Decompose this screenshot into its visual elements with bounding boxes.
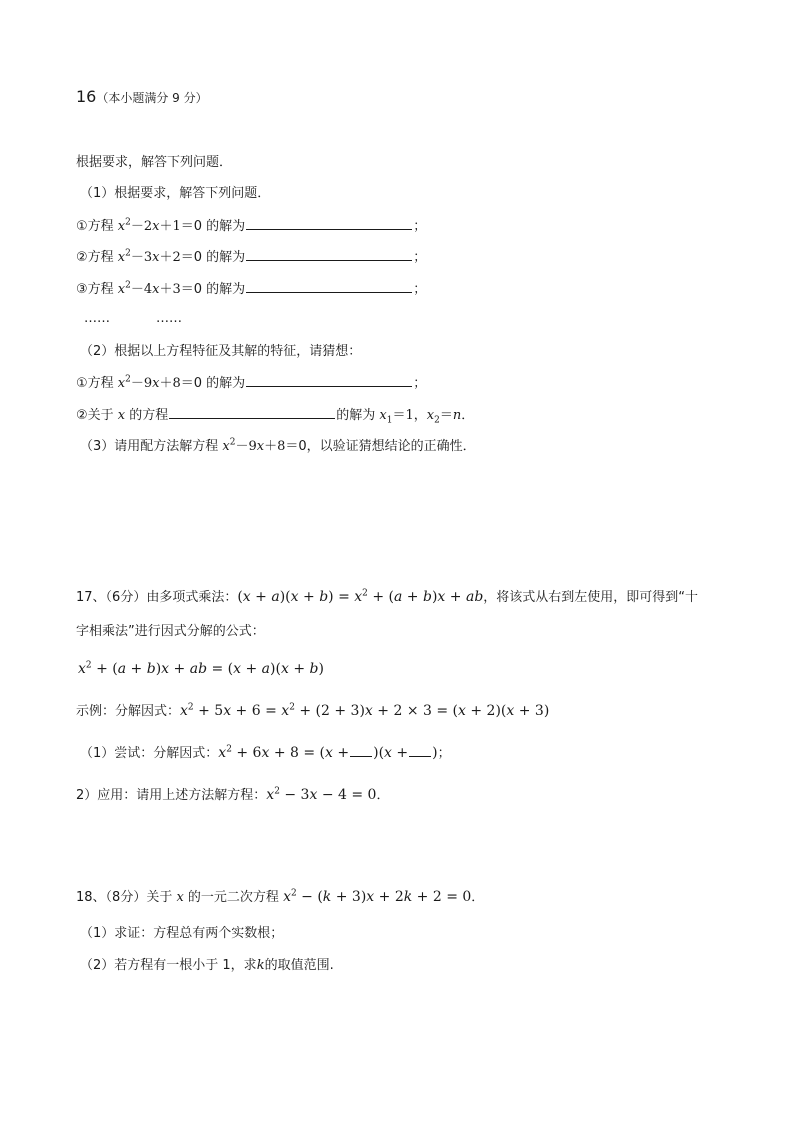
q17-part1: （1）尝试：分解因式：$x^2 + 6x + 8 = (x + )(x$ + )； (80, 744, 451, 761)
q16-ellipsis: …… …… (84, 311, 182, 326)
q17-part2: 2）应用：请用上述方法解方程：$x^2 - 3x - 4 = 0$． (76, 786, 390, 803)
q18-part1: （1）求证：方程总有两个实数根； (80, 926, 284, 941)
q16-score: （本小题满分 9 分） (96, 91, 208, 105)
q17-line2: 字相乘法”进行因式分解的公式： (76, 624, 265, 639)
answer-blank[interactable] (246, 280, 412, 293)
answer-blank[interactable] (246, 248, 412, 261)
formula-product: $(x + a)(x + b) = x^2 + (a + b)x$ + ab (237, 588, 484, 605)
answer-blank[interactable] (350, 744, 372, 757)
answer-blank[interactable] (169, 406, 335, 419)
q17-head: 17、（6分）由多项式乘法：$(x + a)(x + b) = x^2 + (a + b)x$ + ab，将该式从右到左使用，即可得到“十 (76, 588, 699, 605)
q16-guess-2: ②关于 x 的方程 的解为 $x_1=1$，$x_2=n$． (76, 408, 475, 426)
q17-example: 示例：分解因式：$x^2 + 5x + 6 = x^2 + (2 + 3)x + 2 \times 3 = (x + 2)(x + 3)$ (76, 702, 550, 719)
q16-title (76, 88, 208, 107)
q17-formula: $x^2 + (a + b)x$ + ab = (x + a)(x + b) (78, 660, 324, 677)
answer-blank[interactable] (409, 744, 431, 757)
q16-part1-label: （1）根据要求，解答下列问题． (80, 186, 271, 201)
q18-head: 18、（8分）关于 x 的一元二次方程 $x^2 - (k + 3)x + 2k + 2 = 0$． (76, 888, 485, 905)
q18-part2: （2）若方程有一根小于 1，求k的取值范围. (80, 958, 334, 973)
answer-blank[interactable] (246, 374, 412, 387)
answer-blank[interactable] (246, 217, 412, 230)
q16-intro: 根据要求，解答下列问题． (76, 155, 233, 170)
q16-guess-1: ①方程 $x^2-9x+8=0$ 的解为 ； (76, 374, 427, 391)
q16-case-3: ③方程 $x^2-4x+3=0$ 的解为 ； (76, 280, 427, 297)
q16-number: 16 (76, 87, 97, 106)
q16-case-1: ①方程 $x^2-2x+1=0$ 的解为 ； (76, 217, 427, 234)
q16-part2-label: （2）根据以上方程特征及其解的特征，请猜想： (80, 344, 362, 359)
q16-case-2: ②方程 $x^2-3x+2=0$ 的解为 ； (76, 248, 427, 265)
q16-part3: （3）请用配方法解方程 $x^2-9x+8=0$，以验证猜想结论的正确性． (80, 437, 476, 454)
